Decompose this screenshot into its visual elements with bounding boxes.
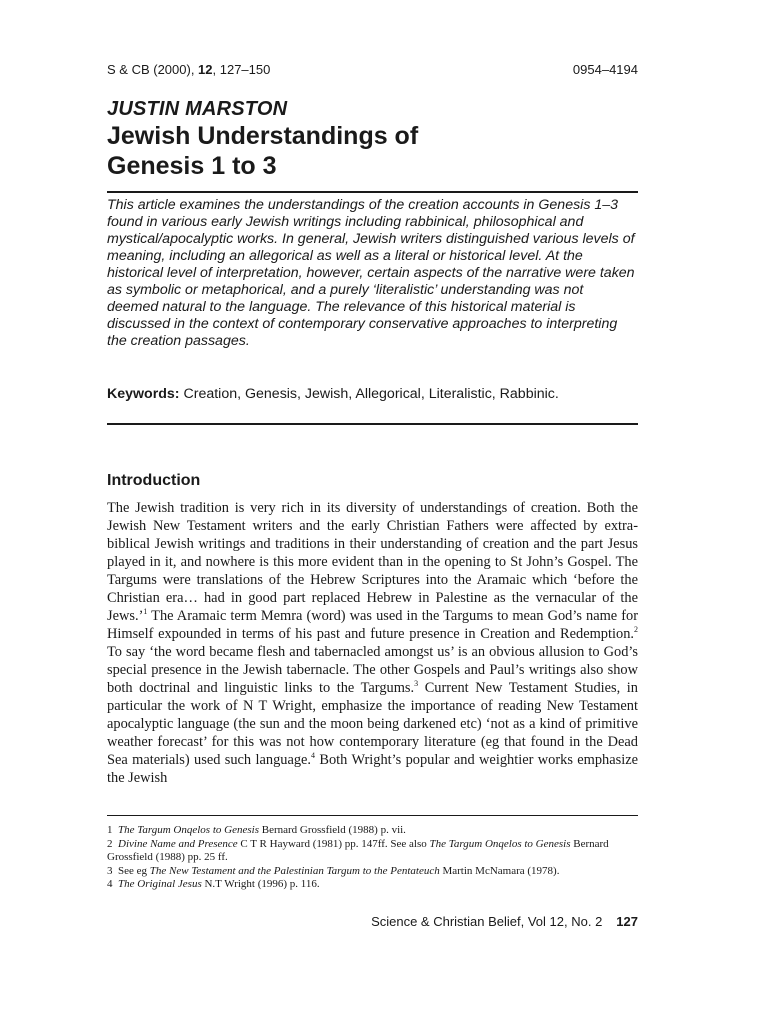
keywords-label: Keywords: xyxy=(107,386,180,402)
footnote-3 xyxy=(107,865,638,879)
abstract-top-rule xyxy=(107,191,638,193)
footnote-text: Bernard Grossfield (1988) p. vii. xyxy=(258,824,406,836)
footnote-number: 2 xyxy=(107,837,113,850)
body-text-2: The Aramaic term Memra (word) was used in the Targums to mean God’s name for Himself expounded in terms of his past and future presence in Creation and Redemption. xyxy=(107,608,638,642)
footnote-number: 3 xyxy=(107,864,113,877)
footnote-title: The Targum Onqelos to Genesis xyxy=(429,837,571,850)
section-heading: Introduction xyxy=(107,472,201,489)
footnote-2 xyxy=(107,838,638,865)
issn: 0954–4194 xyxy=(572,62,638,77)
body-text-1: The Jewish tradition is very rich in its diversity of understandings of creation. Both the Jewish New Testament writers and the early Christian Fathers were affected by extra-biblical Jewish writings and traditions in their understanding of creation and the part Jesus played in it, and nowhere is this more evident than in the opening to St John’s Gospel. The Targums were translations of the Hebrew Scriptures into the Aramaic which ‘before the Christian era… had in good part replaced Hebrew in Palestine as the vernacular of the Jews.’ xyxy=(107,500,638,624)
abstract-bottom-rule xyxy=(107,423,638,425)
page-number: 127 xyxy=(616,914,638,929)
footnote-ref-2: 2 xyxy=(634,625,638,634)
footnotes xyxy=(107,824,638,892)
citation-prefix: S & CB (2000), xyxy=(107,62,199,77)
body-text-3: To say ‘the word became flesh and tabernacled amongst us’ is an obvious allusion to God’s special presence in the Jewish tabernacle. The other Gospels and Paul’s writings also show both doctrinal and linguistic links to the Targums. xyxy=(107,644,638,696)
footnote-number: 4 xyxy=(107,878,113,890)
page-footer xyxy=(371,914,638,929)
footnote-ref-4: 4 xyxy=(311,751,316,760)
title-line-2: Genesis 1 to 3 xyxy=(107,152,277,180)
footnote-number: 1 xyxy=(107,824,113,836)
footnote-4 xyxy=(107,878,638,892)
citation-pages: , 127–150 xyxy=(212,62,271,77)
body-text-5: Both Wright’s popular and weightier works emphasize the Jewish xyxy=(107,752,639,786)
footnote-title: The New Testament and the Palestinian Targum to the Pentateuch xyxy=(149,864,440,877)
title-line-1: Jewish Understandings of xyxy=(107,122,419,150)
citation xyxy=(107,62,270,77)
footnote-text: Martin McNamara (1978). xyxy=(439,864,560,877)
footnote-1 xyxy=(107,824,638,838)
keywords xyxy=(107,385,638,403)
footnote-text: Bernard Grossfield (1988) pp. 25 ff. xyxy=(107,837,609,863)
article-page xyxy=(107,0,638,1024)
body-text-4: Current New Testament Studies, in particular the work of N T Wright, emphasize the importance of reading New Testament apocalyptic language (the sun and the moon being darkened etc) ‘not as a kind of primitive weather forecast’ for this was not how contemporary literature (eg that found in the Dead Sea materials) used such language. xyxy=(107,680,638,768)
abstract: This article examines the understandings of the creation accounts in Genesis 1–3 found in various early Jewish writings including rabbinical, philosophical and mystical/apocalyptic works. In general, Jewish writers distinguished various levels of meaning, including an allegorical as well as a literal or historical level. At the historical level of interpretation, however, certain aspects of the narrative were taken as symbolic or metaphorical, and a purely ‘literalistic’ understanding was not deemed natural to the language. The relevance of this historical material is discussed in the context of contemporary conservative approaches to interpreting the creation passages. xyxy=(107,197,635,349)
footnote-text: See eg xyxy=(118,864,150,877)
footnote-ref-3: 3 xyxy=(414,679,419,688)
footnote-text: N.T Wright (1996) p. 116. xyxy=(201,878,320,890)
footnote-title: The Targum Onqelos to Genesis xyxy=(118,824,259,836)
footnote-rule xyxy=(107,815,638,816)
body-paragraph xyxy=(107,499,638,787)
citation-volume: 12 xyxy=(198,62,213,77)
journal-name: Science & Christian Belief, Vol 12, No. 2 xyxy=(371,914,603,929)
running-head xyxy=(107,62,638,77)
footnote-text: C T R Hayward (1981) pp. 147ff. See also xyxy=(237,837,430,850)
article-title xyxy=(107,121,638,181)
footnote-ref-1: 1 xyxy=(143,607,148,616)
footnote-title: The Original Jesus xyxy=(118,878,202,890)
footnote-title: Divine Name and Presence xyxy=(118,837,238,850)
author-name: JUSTIN MARSTON xyxy=(107,98,288,120)
keywords-text: Creation, Genesis, Jewish, Allegorical, Literalistic, Rabbinic. xyxy=(179,386,559,402)
